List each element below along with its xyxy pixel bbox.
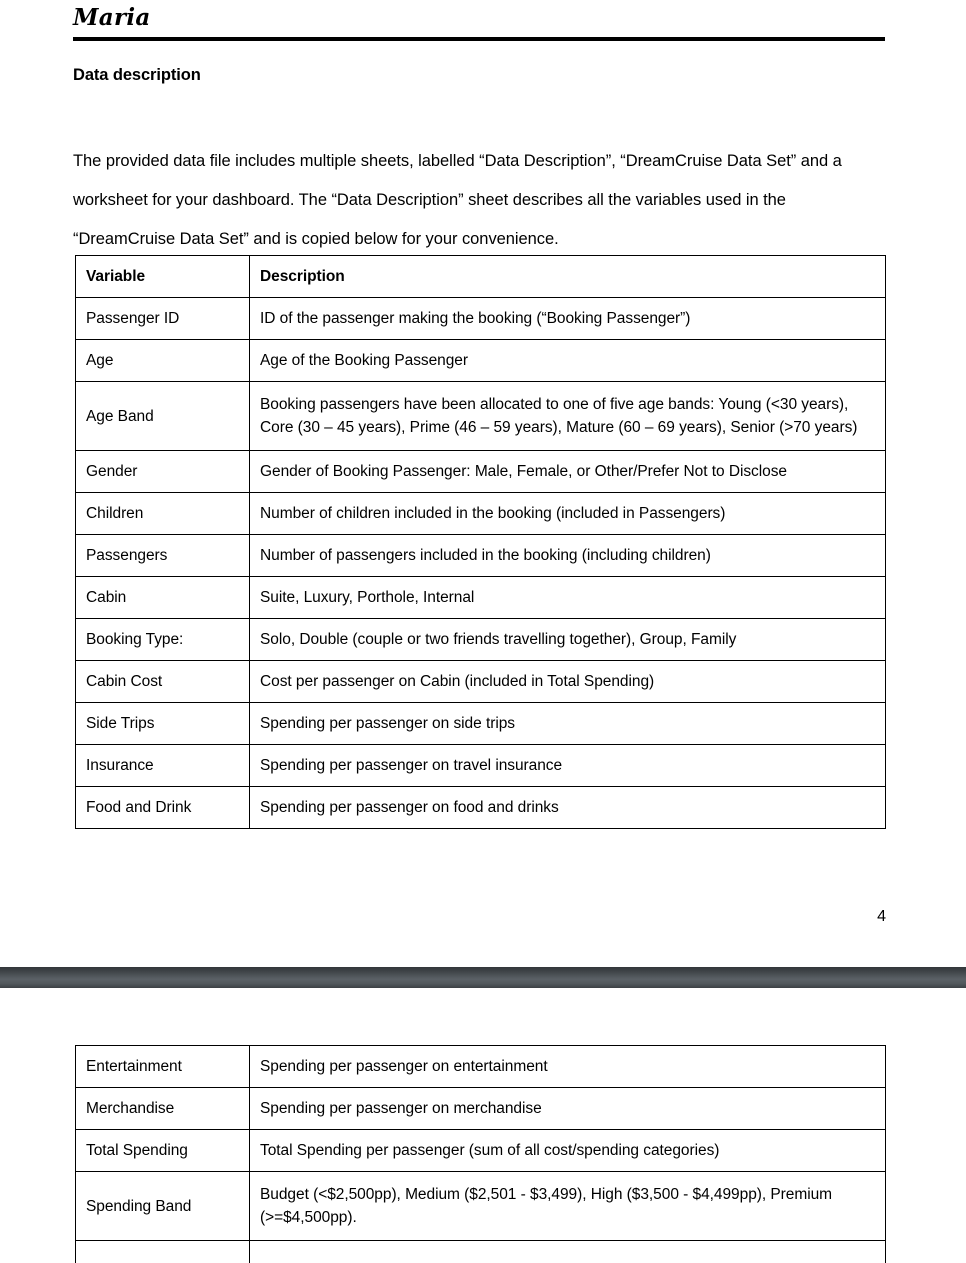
cell-variable: Insurance [76,745,250,787]
cell-description: Spending per passenger on entertainment [250,1046,886,1088]
table-row [76,298,886,340]
cell-variable: Booking Type: [76,619,250,661]
cell-description: Number of passengers included in the booking (including children) [250,535,886,577]
cell-variable [76,1241,250,1263]
cell-variable: Side Trips [76,703,250,745]
table-row [76,382,886,451]
cell-variable: Spending Band [76,1172,250,1241]
cell-description: Spending per passenger on side trips [250,703,886,745]
cell-variable: Children [76,493,250,535]
column-header-description: Description [250,256,886,298]
header-divider-rule [73,37,885,41]
cell-description: Spending per passenger on food and drinks [250,787,886,829]
table-row [76,1088,886,1130]
cell-variable: Total Spending [76,1130,250,1172]
table-row [76,619,886,661]
cell-variable: Age [76,340,250,382]
cell-description: Spending per passenger on travel insurance [250,745,886,787]
table-row [76,661,886,703]
variable-description-table [75,255,886,829]
table-row [76,1172,886,1241]
cell-variable: Food and Drink [76,787,250,829]
cell-variable: Cabin [76,577,250,619]
cell-description: Budget (<$2,500pp), Medium ($2,501 - $3,499), High ($3,500 - $4,499pp), Premium (>=$4,500pp). [250,1172,886,1241]
table-row [76,340,886,382]
table-row [76,535,886,577]
cell-variable: Merchandise [76,1088,250,1130]
table-row [76,703,886,745]
cell-variable: Cabin Cost [76,661,250,703]
table-row [76,451,886,493]
table-row [76,1046,886,1088]
table-header-row [76,256,886,298]
table-row-partial [76,1241,886,1263]
cell-description: Solo, Double (couple or two friends travelling together), Group, Family [250,619,886,661]
intro-paragraph: The provided data file includes multiple sheets, labelled “Data Description”, “DreamCruise Data Set” and a worksheet for your dashboard. The “Data Description” sheet describes all the variables used in the “DreamCruise Data Set” and is copied below for your convenience. [73,142,888,259]
cell-description: Spending per passenger on merchandise [250,1088,886,1130]
cell-description: ID of the passenger making the booking (“Booking Passenger”) [250,298,886,340]
cell-description [250,1241,886,1263]
page-separator-band [0,967,966,988]
cell-variable: Entertainment [76,1046,250,1088]
table-row [76,493,886,535]
cell-variable: Passenger ID [76,298,250,340]
cell-variable: Age Band [76,382,250,451]
cell-description: Number of children included in the booking (included in Passengers) [250,493,886,535]
cell-description: Cost per passenger on Cabin (included in Total Spending) [250,661,886,703]
document-page-5 [0,988,966,1254]
cell-description: Gender of Booking Passenger: Male, Female, or Other/Prefer Not to Disclose [250,451,886,493]
page-title: Data description [73,66,201,85]
cell-variable: Passengers [76,535,250,577]
table-row [76,1130,886,1172]
cell-variable: Gender [76,451,250,493]
cell-description: Suite, Luxury, Porthole, Internal [250,577,886,619]
cell-description: Total Spending per passenger (sum of all cost/spending categories) [250,1130,886,1172]
variable-description-table-continued [75,1045,886,1263]
cell-description: Booking passengers have been allocated to one of five age bands: Young (<30 years), Core (30 – 45 years), Prime (46 – 59 years), Mature (60 – 69 years), Senior (>70 years) [250,382,886,451]
column-header-variable: Variable [76,256,250,298]
page-number: 4 [877,908,886,926]
table-row [76,745,886,787]
cell-description: Age of the Booking Passenger [250,340,886,382]
document-header-name: Maria [73,4,151,31]
table-row [76,577,886,619]
table-row [76,787,886,829]
